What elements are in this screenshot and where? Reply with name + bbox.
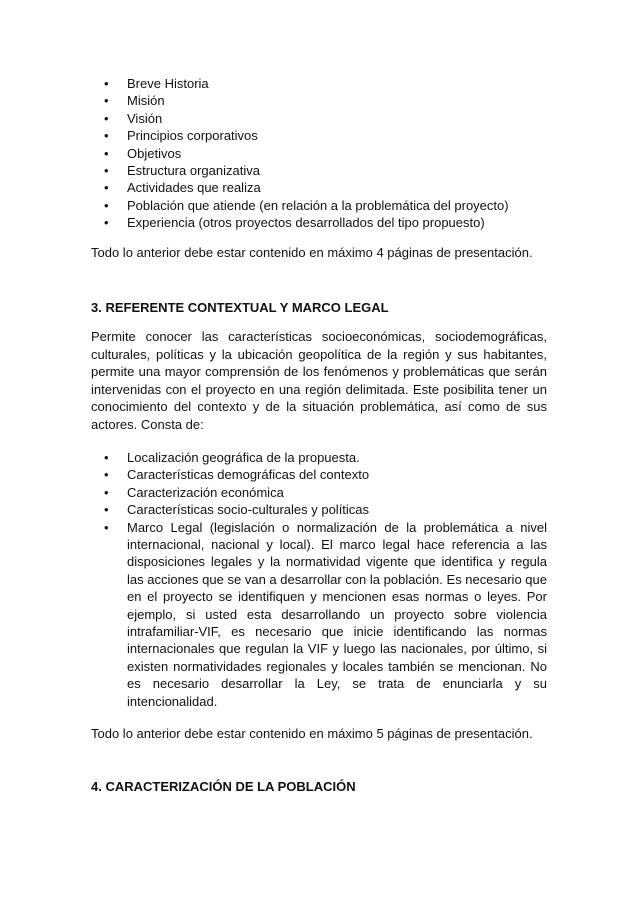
bullet-icon: • bbox=[104, 128, 109, 144]
bullet-icon: • bbox=[104, 467, 109, 483]
bullet-icon: • bbox=[104, 484, 109, 500]
list-item bbox=[91, 92, 547, 109]
list-item-text: Marco Legal (legislación o normalización de la problemática a nivel internacional, nacional y local). El marco legal hace referencia a las disposiciones legales y la normatividad vigente que identifica y regula las acciones que se van a desarrollar con la población. Es necesario que en el proyecto se identifiquen y mencionen esas normas o leyes. Por ejemplo, si usted esta desarrollando un proyecto sobre violencia intrafamiliar-VIF, es necesario que inicie identificando las normas internacionales que regulan la VIF y luego las nacionales, por último, si existen normatividades regionales y locales también se mencionan. No es necesario desarrollar la Ley, se trata de enunciarla y su intencionalidad. bbox=[127, 519, 547, 709]
list-item-text: Principios corporativos bbox=[127, 128, 258, 144]
bullet-icon: • bbox=[104, 519, 109, 535]
bullet-icon: • bbox=[104, 76, 109, 91]
list-item-text: Localización geográfica de la propuesta. bbox=[127, 449, 360, 465]
list-item-text: Breve Historia bbox=[127, 76, 209, 91]
bullet-icon: • bbox=[104, 180, 109, 196]
bullet-icon: • bbox=[104, 93, 109, 109]
list-item-text: Estructura organizativa bbox=[127, 163, 260, 179]
section-3-paragraph: Permite conocer las características socioeconómicas, sociodemográficas, culturales, políticas y la ubicación geopolítica de la región y sus habitantes, permite una mayor comprensión de los fenómenos y problemáticas que serán intervenidas con el proyecto en una región delimitada. Este posibilita tener un conocimiento del contexto y de la situación problemática, así como de sus actores. Consta de: bbox=[91, 329, 547, 432]
list-item bbox=[91, 197, 547, 214]
list-item bbox=[91, 466, 547, 483]
bullet-icon: • bbox=[104, 110, 109, 126]
bullet-icon: • bbox=[104, 449, 109, 465]
list-item-text: Misión bbox=[127, 93, 165, 109]
list-item bbox=[91, 162, 547, 179]
list-item bbox=[91, 484, 547, 501]
bullet-icon: • bbox=[104, 145, 109, 161]
list-item bbox=[91, 501, 547, 518]
section-heading-3: 3. REFERENTE CONTEXTUAL Y MARCO LEGAL bbox=[91, 300, 389, 316]
page-limit-note: Todo lo anterior debe estar contenido en máximo 5 páginas de presentación. bbox=[91, 726, 533, 741]
list-item bbox=[91, 179, 547, 196]
list-item bbox=[91, 110, 547, 127]
page-content bbox=[91, 75, 547, 796]
list-item-text: Experiencia (otros proyectos desarrollados del tipo propuesto) bbox=[127, 215, 485, 231]
page-limit-note: Todo lo anterior debe estar contenido en máximo 4 páginas de presentación. bbox=[91, 244, 533, 260]
section-heading-4: 4. CARACTERIZACIÓN DE LA POBLACIÓN bbox=[91, 779, 356, 795]
bullet-icon: • bbox=[104, 197, 109, 213]
list-item-text: Visión bbox=[127, 110, 163, 126]
list-item-text: Actividades que realiza bbox=[127, 180, 261, 196]
bullet-icon: • bbox=[104, 502, 109, 518]
list-item bbox=[91, 145, 547, 162]
list-item-text: Características socio-culturales y políticas bbox=[127, 502, 370, 518]
list-item bbox=[91, 127, 547, 144]
list-item-text: Población que atiende (en relación a la problemática del proyecto) bbox=[127, 197, 509, 213]
list-item-text: Caracterización económica bbox=[127, 484, 284, 500]
list-item bbox=[91, 214, 547, 231]
context-items-list bbox=[91, 449, 547, 710]
bullet-icon: • bbox=[104, 163, 109, 179]
list-item-text: Características demográficas del contexto bbox=[127, 467, 370, 483]
list-item-text: Objetivos bbox=[127, 145, 182, 161]
list-item bbox=[91, 449, 547, 466]
list-item bbox=[91, 75, 547, 92]
organization-items-list bbox=[91, 75, 547, 232]
list-item bbox=[91, 519, 547, 710]
bullet-icon: • bbox=[104, 215, 109, 231]
